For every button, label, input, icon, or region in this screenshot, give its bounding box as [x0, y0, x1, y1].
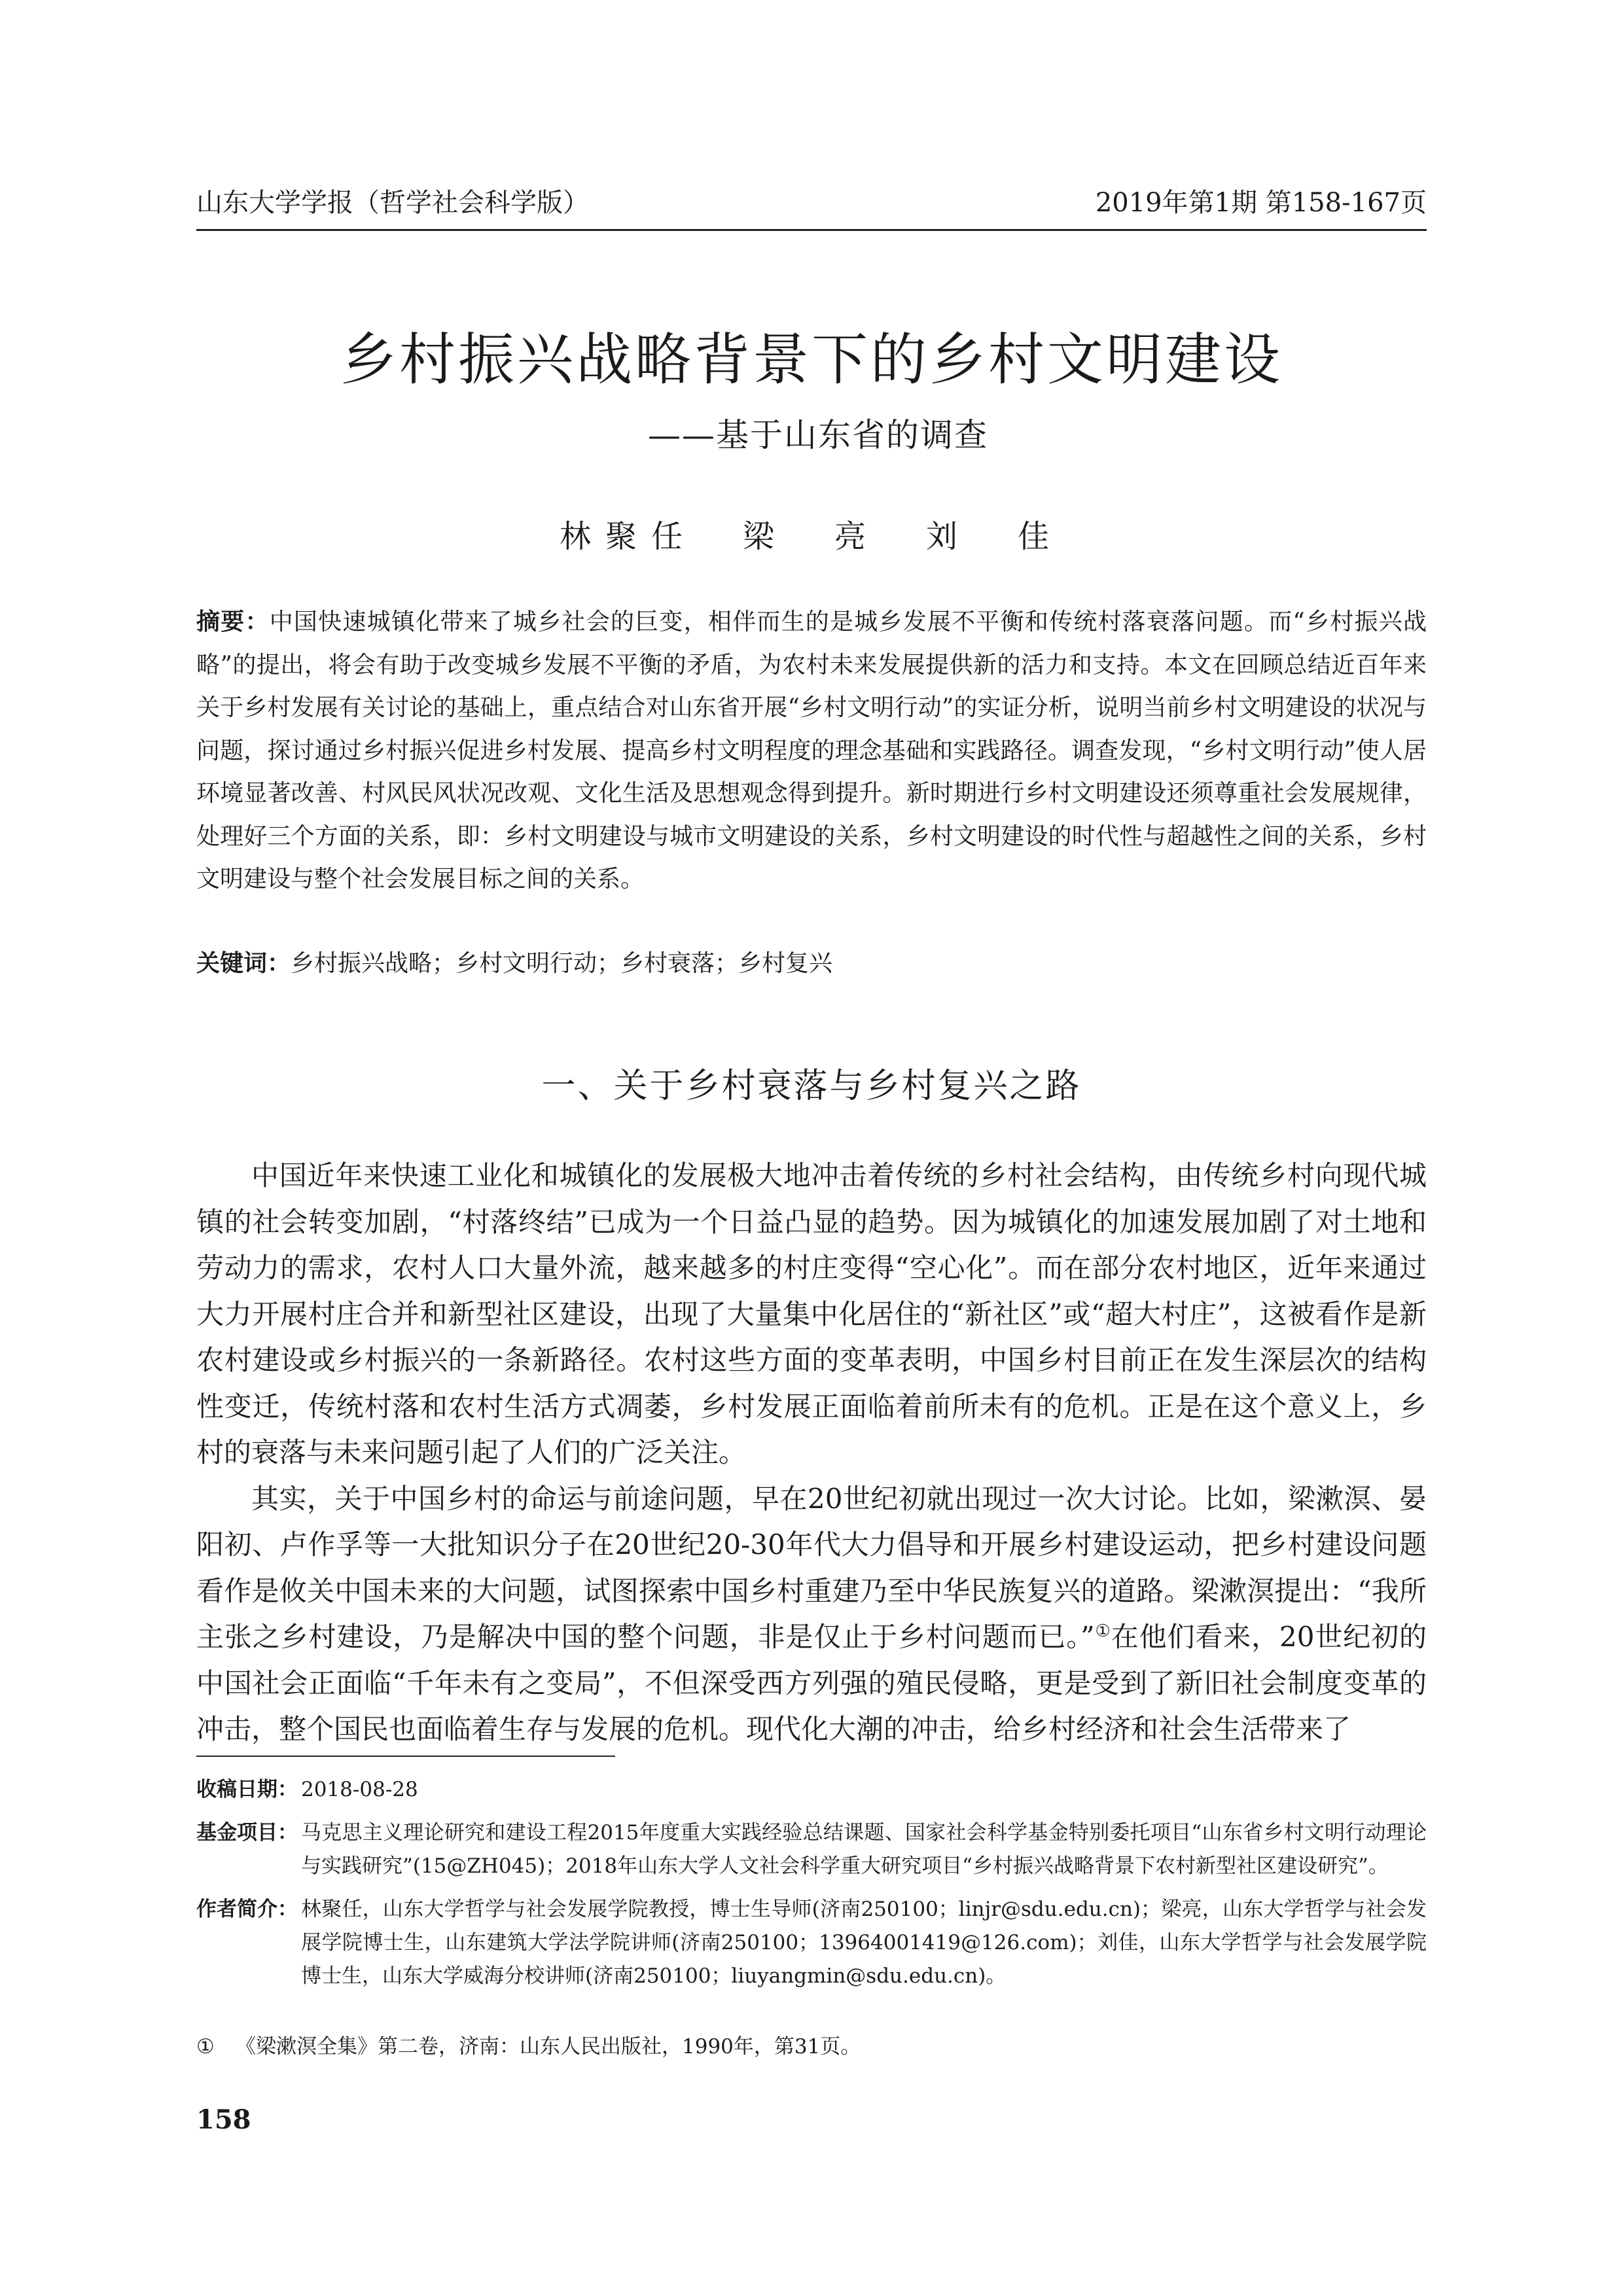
body-text-run: 在他们看来，20世纪初的中国社会正面临“千年未有之变局”，不但深受西方列强的殖民侵略，更是受到了新旧社会制度变革的冲击，整个国民也面临着生存与发展的危机。现代化大潮的冲击，给乡村经济和社会生活带来了 — [196, 1621, 1427, 1745]
article-title: 乡村振兴战略背景下的乡村文明建设 — [340, 327, 1283, 393]
keywords — [196, 942, 1427, 985]
fund-row — [196, 1816, 1427, 1883]
footnote-rule — [196, 1756, 615, 1757]
footnote-reference: ① — [1094, 1621, 1111, 1641]
body-paragraph: 中国近年来快速工业化和城镇化的发展极大地冲击着传统的乡村社会结构，由传统乡村向现代城镇的社会转变加剧，“村落终结”已成为一个日益凸显的趋势。因为城镇化的加速发展加剧了对土地和劳动力的需求，农村人口大量外流，越来越多的村庄变得“空心化”。而在部分农村地区，近年来通过大力开展村庄合并和新型社区建设，出现了大量集中化居住的“新社区”或“超大村庄”，这被看作是新农村建设或乡村振兴的一条新路径。农村这些方面的变革表明，中国乡村目前正在发生深层次的结构性变迁，传统村落和农村生活方式凋萎，乡村发展正面临着前所未有的危机。正是在这个意义上，乡村的衰落与未来问题引起了人们的广泛关注。 — [196, 1159, 1427, 1468]
abstract — [196, 601, 1427, 901]
keywords-text: 乡村振兴战略；乡村文明行动；乡村衰落；乡村复兴 — [291, 950, 833, 977]
body-paragraph — [196, 1476, 1427, 1753]
author-list: 林聚任 梁 亮 刘 佳 — [559, 518, 1063, 555]
footnote-text: 《梁漱溟全集》第二卷，济南：山东人民出版社，1990年，第31页。 — [236, 2035, 861, 2058]
section-heading: 一、关于乡村衰落与乡村复兴之路 — [541, 1067, 1082, 1106]
author-bio-label: 作者简介： — [196, 1898, 298, 1921]
article-metadata — [196, 1773, 1427, 2003]
author-bio-row — [196, 1893, 1427, 1993]
keywords-label: 关键词： — [196, 950, 291, 977]
footnote — [196, 2030, 1427, 2063]
body-text — [196, 1153, 1427, 1753]
author-bio: 林聚任，山东大学哲学与社会发展学院教授，博士生导师(济南250100；linjr@sdu.edu.cn)；梁亮，山东大学哲学与社会发展学院博士生，山东建筑大学法学院讲师(济南250100；13964001419@126.com)；刘佳，山东大学哲学与社会发展学院博士生，山东大学威海分校讲师(济南250100；liuyangmin@sdu.edu.cn)。 — [301, 1898, 1427, 1988]
abstract-text: 中国快速城镇化带来了城乡社会的巨变，相伴而生的是城乡发展不平衡和传统村落衰落问题。而“乡村振兴战略”的提出，将会有助于改变城乡发展不平衡的矛盾，为农村未来发展提供新的活力和支持。本文在回顾总结近百年来关于乡村发展有关讨论的基础上，重点结合对山东省开展“乡村文明行动”的实证分析，说明当前乡村文明建设的状况与问题，探讨通过乡村振兴促进乡村发展、提高乡村文明程度的理念基础和实践路径。调查发现，“乡村文明行动”使人居环境显著改善、村风民风状况改观、文化生活及思想观念得到提升。新时期进行乡村文明建设还须尊重社会发展规律，处理好三个方面的关系，即：乡村文明建设与城市文明建设的关系，乡村文明建设的时代性与超越性之间的关系，乡村文明建设与整个社会发展目标之间的关系。 — [196, 609, 1427, 892]
footnote-number: ① — [196, 2035, 215, 2058]
fund-label: 基金项目： — [196, 1821, 298, 1845]
issue-info: 2019年第1期 第158-167页 — [1095, 188, 1427, 218]
header-rule — [196, 229, 1427, 231]
running-header — [196, 183, 1427, 222]
abstract-label: 摘要： — [196, 609, 270, 635]
received-date-label: 收稿日期： — [196, 1778, 298, 1801]
received-date-row — [196, 1773, 1427, 1807]
article-subtitle: ——基于山东省的调查 — [648, 416, 988, 454]
received-date: 2018-08-28 — [301, 1778, 418, 1801]
body-text-run: 其实，关于中国乡村的命运与前途问题，早在20世纪初就出现过一次大讨论。比如，梁漱溟、晏阳初、卢作孚等一大批知识分子在20世纪20-30年代大力倡导和开展乡村建设运动，把乡村建设问题看作是攸关中国未来的大问题，试图探索中国乡村重建乃至中华民族复兴的道路。梁漱溟提出：“我所主张之乡村建设，乃是解决中国的整个问题，非是仅止于乡村问题而已。” — [196, 1482, 1427, 1653]
journal-name: 山东大学学报（哲学社会科学版） — [196, 188, 589, 218]
page-number: 158 — [196, 2104, 251, 2135]
fund-text: 马克思主义理论研究和建设工程2015年度重大实践经验总结课题、国家社会科学基金特别委托项目“山东省乡村文明行动理论与实践研究”(15@ZH045)；2018年山东大学人文社会科学重大研究项目“乡村振兴战略背景下农村新型社区建设研究”。 — [301, 1821, 1427, 1878]
